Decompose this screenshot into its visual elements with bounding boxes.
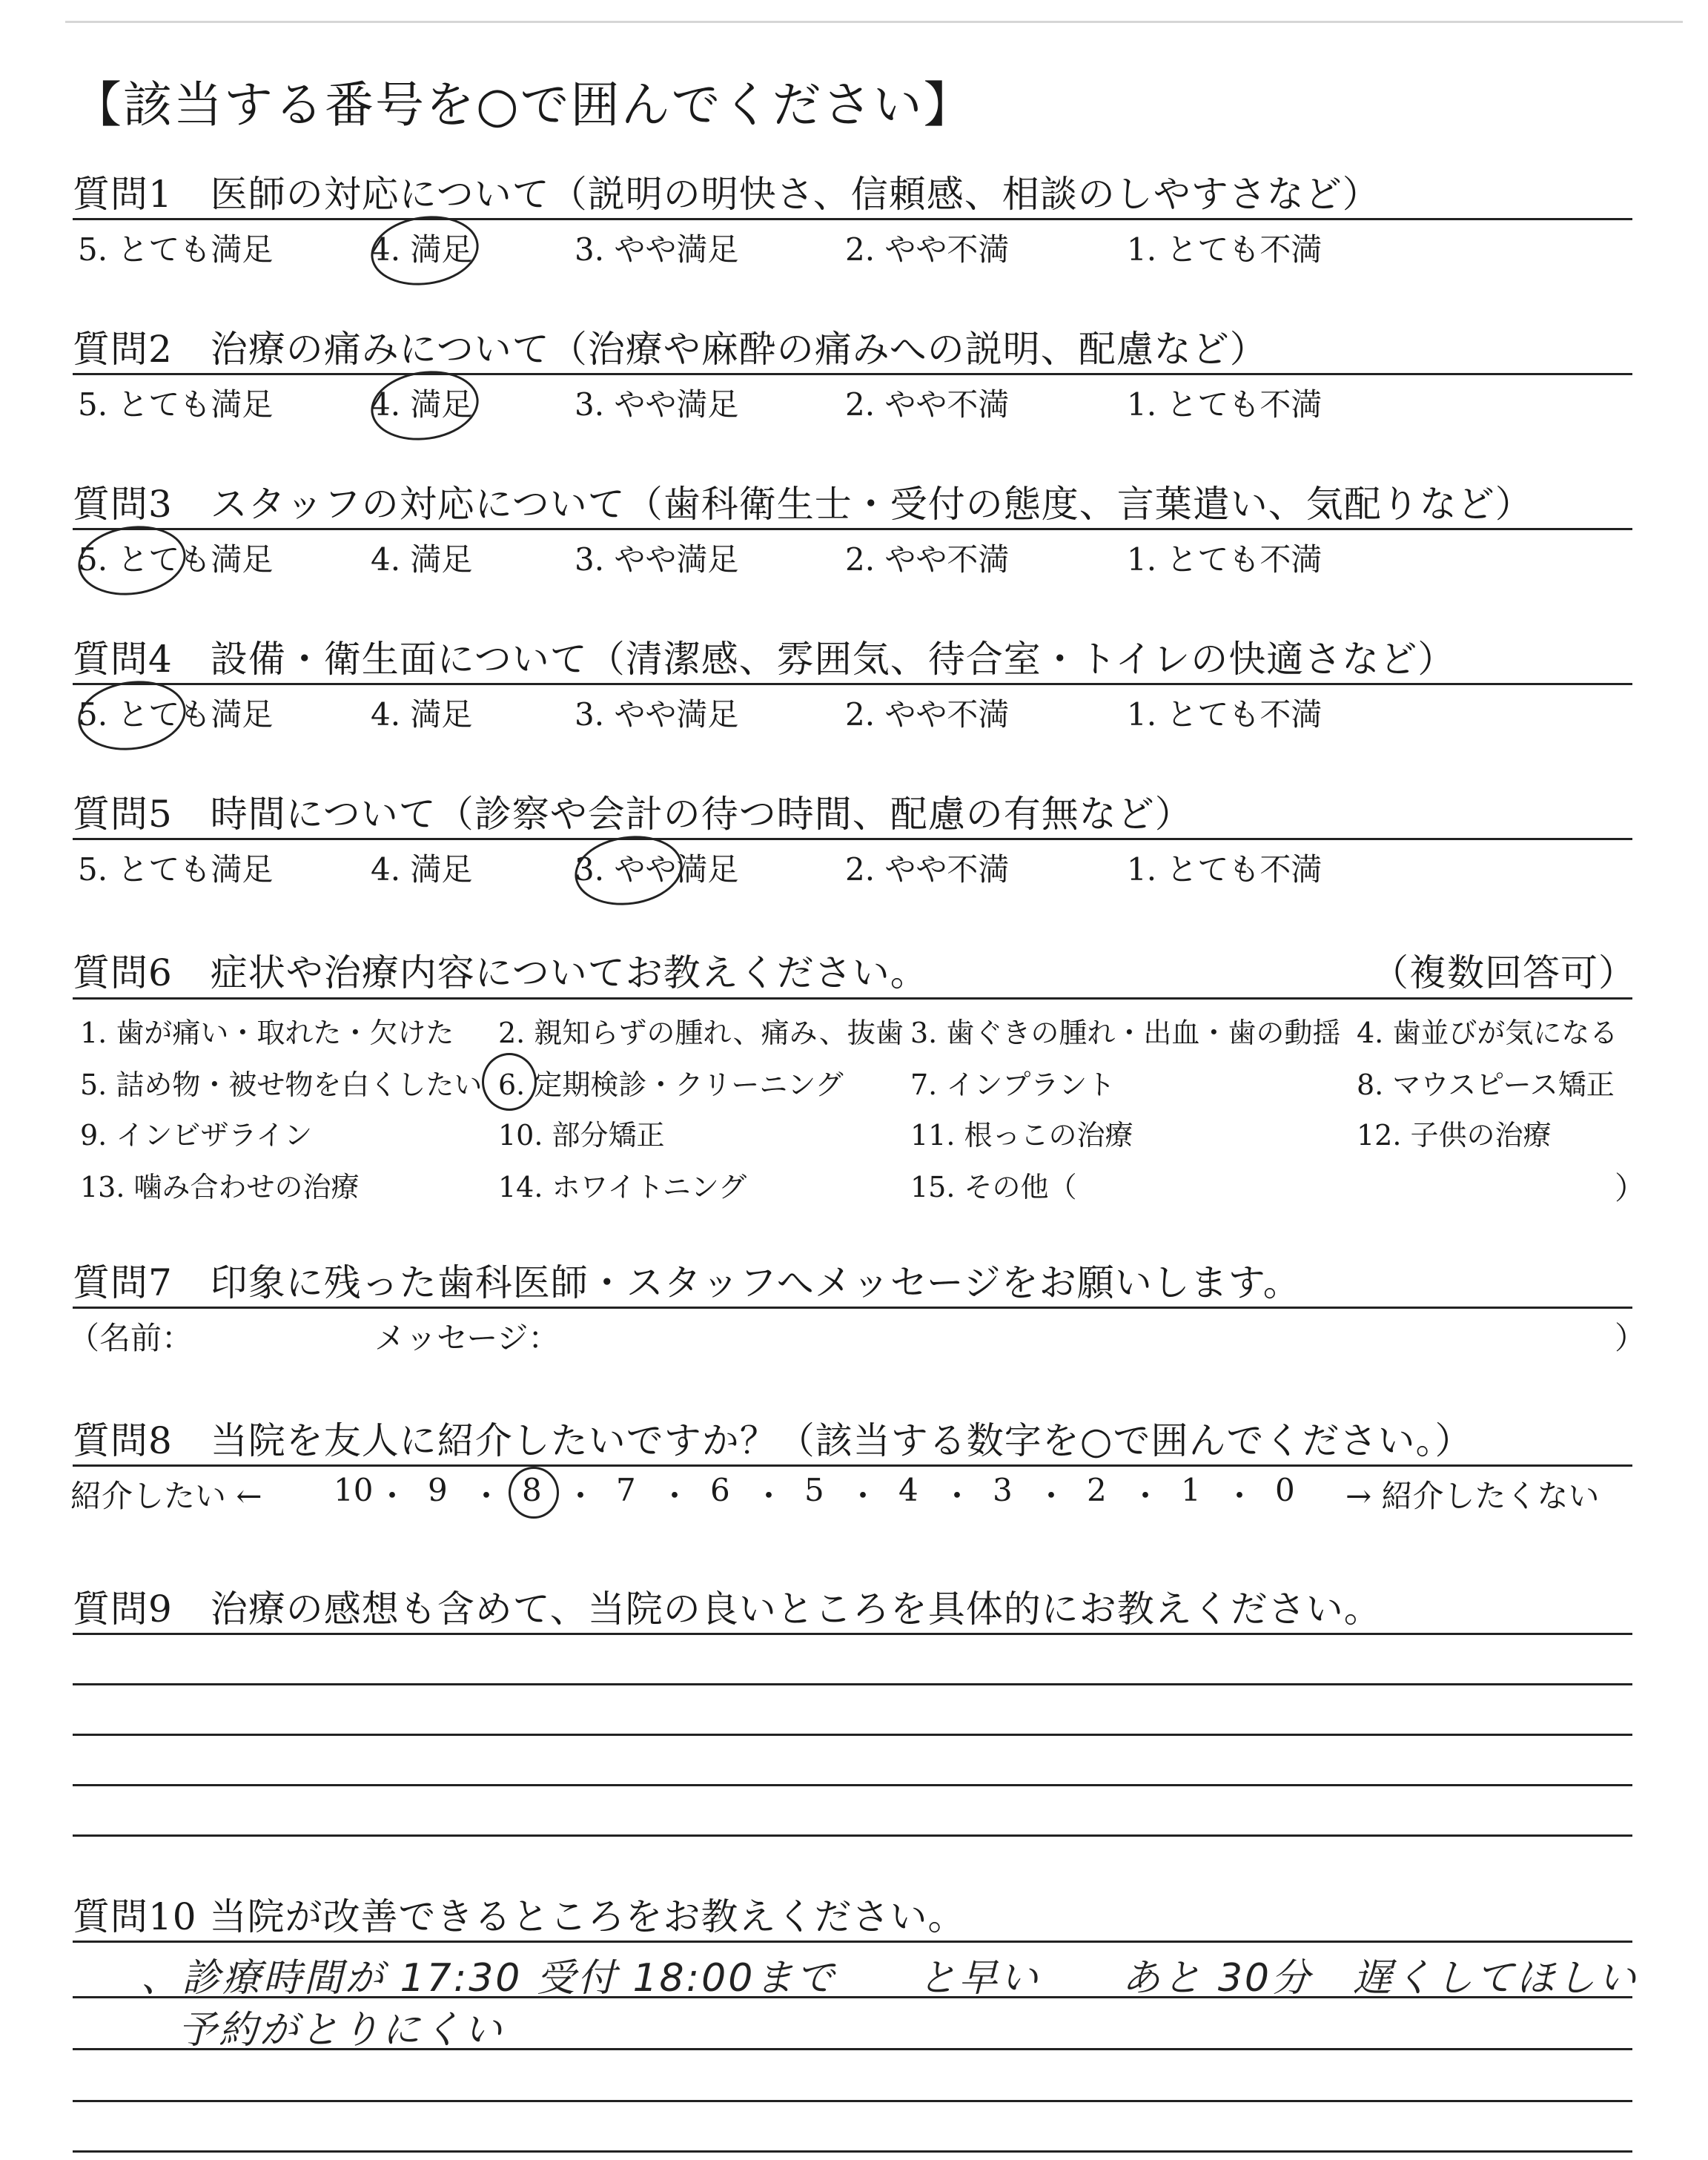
q4-option-1[interactable]: 1. とても不満 — [1127, 696, 1323, 733]
q5-title: 質問5 時間について（診察や会計の待つ時間、配慮の有無など） — [73, 793, 1193, 836]
q5-rule — [73, 838, 1632, 840]
q3-option-2[interactable]: 2. やや不満 — [845, 541, 1010, 578]
q8-scale-7[interactable]: 7 — [616, 1472, 636, 1508]
q2-option-1[interactable]: 1. とても不満 — [1127, 386, 1323, 423]
q8-separator: ・ — [847, 1478, 879, 1514]
q8-separator: ・ — [1036, 1478, 1068, 1514]
q5-option-5[interactable]: 5. とても満足 — [78, 851, 274, 888]
q10-handwriting-line-1: 、診療時間が 17:30 受付 18:00まで と早い あと 30分 遅くしてほしい — [141, 1956, 1638, 2001]
q10-title: 質問10 当院が改善できるところをお教えください。 — [73, 1895, 966, 1938]
q6-option-8[interactable]: 8. マウスピース矯正 — [1357, 1069, 1615, 1101]
q8-separator: ・ — [1130, 1478, 1162, 1514]
q2-title: 質問2 治療の痛みについて（治療や麻酔の痛みへの説明、配慮など） — [73, 328, 1268, 371]
q4-title: 質問4 設備・衛生面について（清潔感、雰囲気、待合室・トイレの快適さなど） — [73, 638, 1456, 681]
q7-title: 質問7 印象に残った歯科医師・スタッフへメッセージをお願いします。 — [73, 1261, 1301, 1304]
q1-title: 質問1 医師の対応について（説明の明快さ、信頼感、相談のしやすさなど） — [73, 173, 1380, 216]
q1-option-1[interactable]: 1. とても不満 — [1127, 231, 1323, 268]
q6-note: （複数回答可） — [1371, 951, 1636, 994]
q10-rule-4 — [73, 2100, 1632, 2102]
q8-separator: ・ — [941, 1478, 973, 1514]
q1-pen-circle — [366, 209, 483, 291]
q1-option-5[interactable]: 5. とても満足 — [78, 231, 274, 268]
q6-close-paren: ） — [1615, 1170, 1646, 1206]
q10-handwriting-line-2: 予約がとりにくい — [178, 2008, 505, 2052]
q8-title: 質問8 当院を友人に紹介したいですか？（該当する数字を○で囲んでください。） — [73, 1419, 1473, 1462]
q8-scale-6[interactable]: 6 — [710, 1472, 730, 1508]
q9-rule-5 — [73, 1834, 1632, 1837]
q2-pen-circle — [366, 364, 483, 446]
q6-option-13[interactable]: 13. 噛み合わせの治療 — [80, 1171, 360, 1203]
q9-rule-4 — [73, 1784, 1632, 1786]
top-border — [65, 21, 1683, 23]
q4-rule — [73, 683, 1632, 685]
q8-scale-9[interactable]: 9 — [428, 1472, 448, 1508]
q1-option-4[interactable]: 4. 満足 — [371, 231, 473, 268]
q6-pen-circle — [482, 1053, 537, 1111]
q6-option-1[interactable]: 1. 歯が痛い・取れた・欠けた — [80, 1017, 454, 1049]
q9-rule-2 — [73, 1683, 1632, 1685]
q8-scale-4[interactable]: 4 — [898, 1472, 918, 1508]
q2-rule — [73, 373, 1632, 375]
q4-option-2[interactable]: 2. やや不満 — [845, 696, 1010, 733]
q6-option-5[interactable]: 5. 詰め物・被せ物を白くしたい — [80, 1069, 483, 1101]
q5-option-2[interactable]: 2. やや不満 — [845, 851, 1010, 888]
q6-option-7[interactable]: 7. インプラント — [910, 1069, 1116, 1101]
q6-option-4[interactable]: 4. 歯並びが気になる — [1357, 1017, 1618, 1049]
q5-pen-circle — [570, 829, 686, 911]
q10-rule-5 — [73, 2150, 1632, 2153]
q2-option-2[interactable]: 2. やや不満 — [845, 386, 1010, 423]
q4-pen-circle — [73, 674, 190, 756]
q3-title: 質問3 スタッフの対応について（歯科衛生士・受付の態度、言葉遣い、気配りなど） — [73, 483, 1533, 526]
q6-title: 質問6 症状や治療内容についてお教えください。 — [73, 951, 928, 994]
q7-name-label: （名前： — [68, 1320, 193, 1356]
q8-rule — [73, 1464, 1632, 1467]
q8-pen-circle — [509, 1467, 559, 1519]
q4-option-4[interactable]: 4. 満足 — [371, 696, 473, 733]
q3-option-1[interactable]: 1. とても不満 — [1127, 541, 1323, 578]
q6-option-11[interactable]: 11. 根っこの治療 — [910, 1119, 1133, 1152]
q9-rule-1 — [73, 1633, 1632, 1635]
q6-option-10[interactable]: 10. 部分矯正 — [498, 1119, 665, 1152]
q5-option-3[interactable]: 3. やや満足 — [575, 851, 739, 888]
q6-option-15[interactable]: 15. その他（ — [910, 1171, 1077, 1203]
q9-rule-3 — [73, 1734, 1632, 1736]
q5-option-4[interactable]: 4. 満足 — [371, 851, 473, 888]
q6-option-12[interactable]: 12. 子供の治療 — [1357, 1119, 1552, 1152]
q10-rule-1 — [73, 1941, 1632, 1943]
instruction-heading: 【該当する番号を○で囲んでください】 — [73, 76, 974, 133]
q2-option-4[interactable]: 4. 満足 — [371, 386, 473, 423]
q3-option-5[interactable]: 5. とても満足 — [78, 541, 274, 578]
q6-rule — [73, 997, 1632, 1000]
q6-option-9[interactable]: 9. インビザライン — [80, 1119, 313, 1152]
q4-option-3[interactable]: 3. やや満足 — [575, 696, 739, 733]
q8-scale-3[interactable]: 3 — [993, 1472, 1013, 1508]
q3-option-4[interactable]: 4. 満足 — [371, 541, 473, 578]
q8-separator: ・ — [471, 1478, 503, 1514]
q2-option-3[interactable]: 3. やや満足 — [575, 386, 739, 423]
q9-title: 質問9 治療の感想も含めて、当院の良いところを具体的にお教えください。 — [73, 1588, 1382, 1631]
q3-pen-circle — [73, 519, 190, 601]
q4-option-5[interactable]: 5. とても満足 — [78, 696, 274, 733]
q8-scale-10[interactable]: 10 — [334, 1472, 374, 1508]
q5-option-1[interactable]: 1. とても不満 — [1127, 851, 1323, 888]
q1-rule — [73, 218, 1632, 220]
q1-option-3[interactable]: 3. やや満足 — [575, 231, 739, 268]
q6-option-6[interactable]: 6. 定期検診・クリーニング — [498, 1069, 844, 1101]
q10-rule-3 — [73, 2048, 1632, 2050]
q8-right-label: → 紹介したくない — [1345, 1478, 1600, 1514]
q8-scale-8[interactable]: 8 — [522, 1472, 542, 1508]
q6-option-2[interactable]: 2. 親知らずの腫れ、痛み、抜歯 — [498, 1017, 904, 1049]
q3-rule — [73, 528, 1632, 530]
q8-scale-1[interactable]: 1 — [1181, 1472, 1201, 1508]
q7-message-label: メッセージ： — [374, 1320, 560, 1356]
q8-separator: ・ — [565, 1478, 597, 1514]
q7-rule — [73, 1307, 1632, 1309]
q2-option-5[interactable]: 5. とても満足 — [78, 386, 274, 423]
q6-option-14[interactable]: 14. ホワイトニング — [498, 1171, 747, 1203]
q6-option-3[interactable]: 3. 歯ぐきの腫れ・出血・歯の動揺 — [910, 1017, 1341, 1049]
q1-option-2[interactable]: 2. やや不満 — [845, 231, 1010, 268]
q8-scale-0[interactable]: 0 — [1275, 1472, 1295, 1508]
q8-scale-5[interactable]: 5 — [804, 1472, 824, 1508]
q8-separator: ・ — [753, 1478, 785, 1514]
q8-separator: ・ — [1224, 1478, 1256, 1514]
q3-option-3[interactable]: 3. やや満足 — [575, 541, 739, 578]
q8-separator: ・ — [659, 1478, 691, 1514]
q7-close-paren: ） — [1615, 1320, 1646, 1356]
q8-left-label: 紹介したい ← — [70, 1478, 262, 1514]
q8-scale-2[interactable]: 2 — [1087, 1472, 1107, 1508]
q8-separator: ・ — [377, 1478, 408, 1514]
